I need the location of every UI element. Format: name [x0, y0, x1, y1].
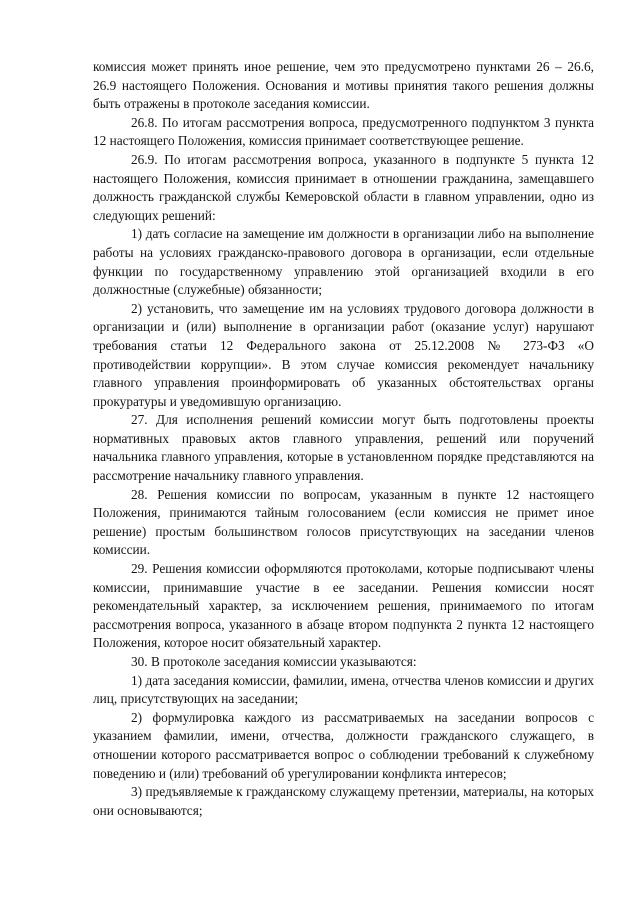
- paragraph-30: 30. В протоколе заседания комиссии указываются:: [131, 654, 417, 669]
- paragraph-30-item-1: 1) дата заседания комиссии, фамилии, имена, отчества членов комиссии и других лиц, присутствующих на заседании;: [93, 672, 594, 707]
- paragraph-30-item-3: 3) предъявляемые к гражданскому служащему претензии, материалы, на которых они основываются;: [93, 784, 594, 818]
- paragraph-continuation: комиссия может принять иное решение, чем это предусмотрено пунктами 26 – 26.6, 26.9 настоящего Положения. Основания и мотивы принятия такого решения должны быть отражены в протоколе заседания комиссии.: [93, 59, 594, 112]
- paragraph-26-9-item-1: 1) дать согласие на замещение им должности в организации либо на выполнение работы на условиях гражданско-правового договора в организации, если отдельные функции по государственному управлению этой организацией входили в его должностные (служебные) обязанности;: [93, 226, 594, 298]
- paragraph-26-8: 26.8. По итогам рассмотрения вопроса, предусмотренного подпунктом 3 пункта 12 настоящего Положения, комиссия принимает соответствующее решение.: [93, 114, 594, 149]
- paragraph-29: 29. Решения комиссии оформляются протоколами, которые подписывают члены комиссии, принимавшие участие в ее заседании. Решения комиссии носят рекомендательный характер, за исключением решения, принимаемого по итогам рассмотрения вопроса, указанного в абзаце втором подпункта 2 пункта 12 настоящего Положения, которое носит обязательный характер.: [93, 561, 594, 651]
- paragraph-27: 27. Для исполнения решений комиссии могут быть подготовлены проекты нормативных правовых актов главного управления, решений или поручений начальника главного управления, которые в установленном порядке представляются на рассмотрение начальнику главного управления.: [93, 412, 594, 484]
- paragraph-30-item-2: 2) формулировка каждого из рассматриваемых на заседании вопросов с указанием фамилии, имени, отчества, должности гражданского служащего, в отношении которого рассматривается вопрос о соблюдении требований к служебному поведению и (или) требований об урегулировании конфликта интересов;: [93, 709, 594, 781]
- paragraph-26-9: 26.9. По итогам рассмотрения вопроса, указанного в подпункте 5 пункта 12 настоящего Положения, комиссия принимает в отношении гражданина, замещавшего должность гражданской службы Кемеровской области в главном управлении, одно из следующих решений:: [93, 151, 594, 223]
- document-body: [93, 58, 594, 820]
- paragraph-26-9-item-2: 2) установить, что замещение им на условиях трудового договора должности в организации и (или) выполнение в организации работ (оказание услуг) нарушают требования статьи 12 Федерального закона от 25.12.2008 № 273-ФЗ «О противодействии коррупции». В этом случае комиссия рекомендует начальнику главного управления проинформировать об указанных обстоятельствах органы прокуратуры и уведомившую организацию.: [93, 300, 594, 409]
- paragraph-28: 28. Решения комиссии по вопросам, указанным в пункте 12 настоящего Положения, принимаются тайным голосованием (если комиссия не примет иное решение) простым большинством голосов присутствующих на заседании членов комиссии.: [93, 486, 594, 558]
